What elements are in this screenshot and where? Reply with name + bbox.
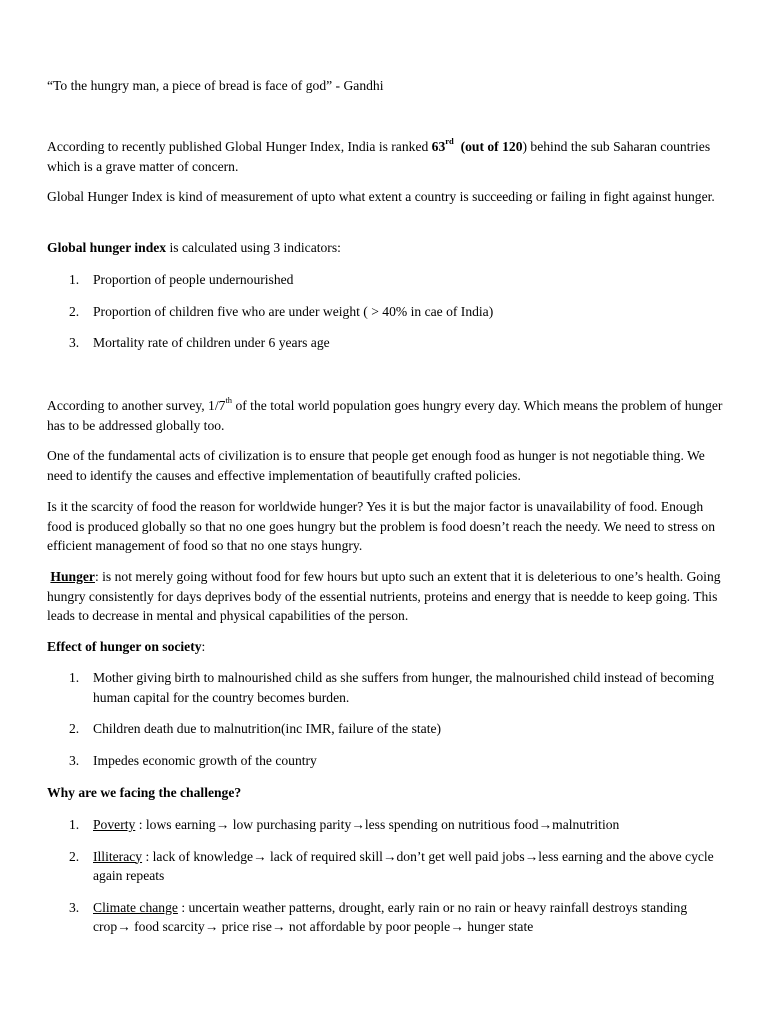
survey-pre: According to another survey, 1/7 [47,398,226,413]
list-number: 2. [69,848,80,864]
list-item [47,815,727,835]
challenge-term: Illiteracy [93,848,143,864]
list-text: Mother giving birth to malnourished child as she suffers from hunger, the malnourished child instead of becoming human capital for the country becomes burden. [93,670,714,705]
survey-sup: th [225,395,233,406]
list-text: : lack of knowledge→ lack of required skill→don’t get well paid jobs→less earning and the above cycle again repeats [93,848,714,883]
list-item [47,302,727,322]
list-text: : uncertain weather patterns, drought, early rain or no rain or heavy rainfall destroys standing crop→ food scarcity→ price rise→ not affordable by poor people→ hunger state [93,899,688,934]
challenge-term: Poverty [93,817,136,832]
intro-pre: According to recently published Global Hunger Index, India is ranked [47,139,432,154]
list-item [47,270,727,290]
list-number: 1. [69,817,80,832]
list-text: : lows earning→ low purchasing parity→less spending on nutritious food→malnutrition [135,817,620,832]
rank-out-of: (out of 120 [460,139,523,154]
intro-paragraph [47,137,727,176]
rank-suffix: rd [445,136,454,147]
challenge-term: Climate change [93,899,178,915]
indicators-heading-bold: Global hunger index [47,240,167,255]
list-text: Proportion of children five who are under weight ( > 40% in cae of India) [93,303,494,319]
list-number: 3. [69,899,80,915]
fundamental-paragraph: One of the fundamental acts of civilization is to ensure that people get enough food as hunger is not negotiable thing. We need to identify the causes and effective implementation of beautifully crafted policies. [47,448,705,483]
hunger-definition-paragraph [47,567,727,626]
list-text: Mortality rate of children under 6 years age [93,335,330,350]
indicators-heading-rest: is calculated using 3 indicators: [166,240,341,255]
list-text: Proportion of people undernourished [93,272,294,287]
definition-paragraph: Global Hunger Index is kind of measurement of upto what extent a country is succeeding or failing in fight against hunger. [47,189,715,204]
list-item [47,751,727,771]
list-item [47,719,727,739]
indicators-heading [47,238,727,258]
intro-post: ) behind the sub Saharan countries which is a grave matter of concern. [47,139,711,174]
list-item [47,847,727,886]
effect-heading [47,637,727,657]
gandhi-quote: “To the hungry man, a piece of bread is face of god” - Gandhi [47,78,384,93]
survey-paragraph [47,396,727,435]
survey-post: of the total world population goes hungry every day. Which means the problem of hunger has to be addressed globally too. [47,398,723,433]
indicators-list [47,270,727,353]
effect-heading-rest: : [201,639,206,654]
effects-list [47,668,727,770]
list-number: 3. [69,752,80,768]
list-item [47,333,727,353]
list-item [47,898,727,937]
challenge-heading: Why are we facing the challenge? [47,785,242,800]
list-text: Impedes economic growth of the country [93,752,317,768]
effect-heading-bold: Effect of hunger on society [47,639,202,654]
list-number: 3. [69,335,80,350]
list-number: 1. [69,272,80,287]
challenges-list [47,815,727,937]
scarcity-paragraph: Is it the scarcity of food the reason for worldwide hunger? Yes it is but the major factor is unavailability of food. Enough food is produced globally so that no one goes hungry but the problem is food doesn’t reach the needy. We need to stress on efficient management of food so that no one stays hungry. [47,499,716,553]
list-item [47,668,727,707]
list-number: 2. [69,721,80,736]
list-text: Children death due to malnutrition(inc IMR, failure of the state) [93,721,442,736]
hunger-definition-text: : is not merely going without food for few hours but upto such an extent that it is deleterious to one’s health. Going hungry consistently for days deprives body of the essential nutrients, proteins and energy that is needde to keep going. This leads to decrease in mental and physical capabilities of the person. [47,569,721,623]
list-number: 1. [69,670,80,685]
hunger-term: Hunger [50,569,95,584]
intro-rank: 63rd (out of 120 [431,136,523,154]
list-number: 2. [69,303,80,319]
